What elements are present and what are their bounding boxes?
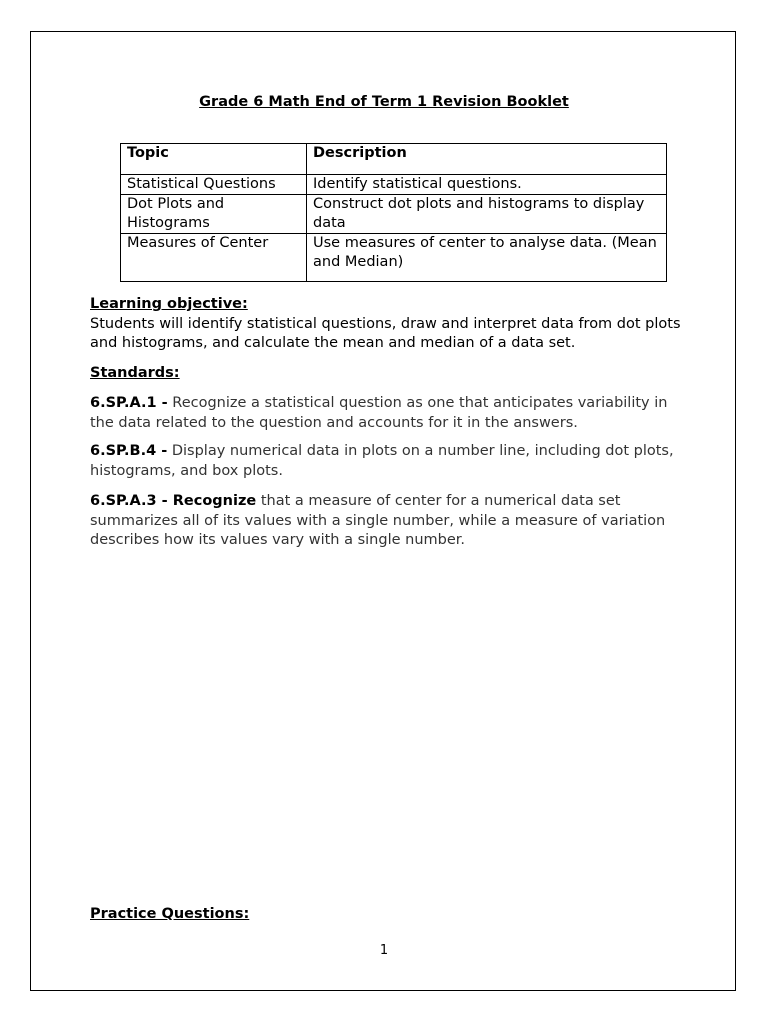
practice-section xyxy=(90,905,690,925)
table-row xyxy=(121,234,667,282)
topic-cell: Statistical Questions xyxy=(121,175,307,195)
standard-lead: Recognize xyxy=(167,493,257,509)
page-number: 1 xyxy=(379,943,389,958)
standards-heading-block xyxy=(90,364,690,384)
standard-code: 6.SP.B.4 - xyxy=(90,443,168,459)
topic-cell: Measures of Center xyxy=(121,234,307,282)
description-cell: Construct dot plots and histograms to display data xyxy=(307,195,667,234)
standard-code: 6.SP.A.3 - xyxy=(90,493,168,509)
learning-objective-heading: Learning objective: xyxy=(90,296,248,312)
practice-questions-heading: Practice Questions: xyxy=(90,906,250,922)
table-row xyxy=(121,175,667,195)
standard-item xyxy=(90,442,690,481)
table-row xyxy=(121,195,667,234)
standards-heading: Standards: xyxy=(90,365,180,381)
table-header-description: Description xyxy=(307,144,667,175)
standard-item xyxy=(90,492,690,551)
standard-text: Recognize a statistical question as one that anticipates variability in the data related to the question and accounts for it in the answers. xyxy=(90,395,668,431)
learning-objective-text: Students will identify statistical questions, draw and interpret data from dot plots and histograms, and calculate the mean and median of a data set. xyxy=(90,315,681,351)
standard-code: 6.SP.A.1 - xyxy=(90,395,168,411)
table-header-topic: Topic xyxy=(121,144,307,175)
table-header-row xyxy=(121,144,667,175)
description-cell: Use measures of center to analyse data. (Mean and Median) xyxy=(307,234,667,282)
standard-text: Display numerical data in plots on a number line, including dot plots, histograms, and box plots. xyxy=(90,443,674,479)
learning-objective-section xyxy=(90,295,690,354)
topics-table xyxy=(120,143,667,282)
document-title: Grade 6 Math End of Term 1 Revision Booklet xyxy=(199,94,569,110)
standard-item xyxy=(90,394,690,433)
description-cell: Identify statistical questions. xyxy=(307,175,667,195)
topic-cell: Dot Plots and Histograms xyxy=(121,195,307,234)
standard-text: that a measure of center for a numerical data set summarizes all of its values with a single number, while a measure of variation describes how its values vary with a single number. xyxy=(90,493,666,548)
